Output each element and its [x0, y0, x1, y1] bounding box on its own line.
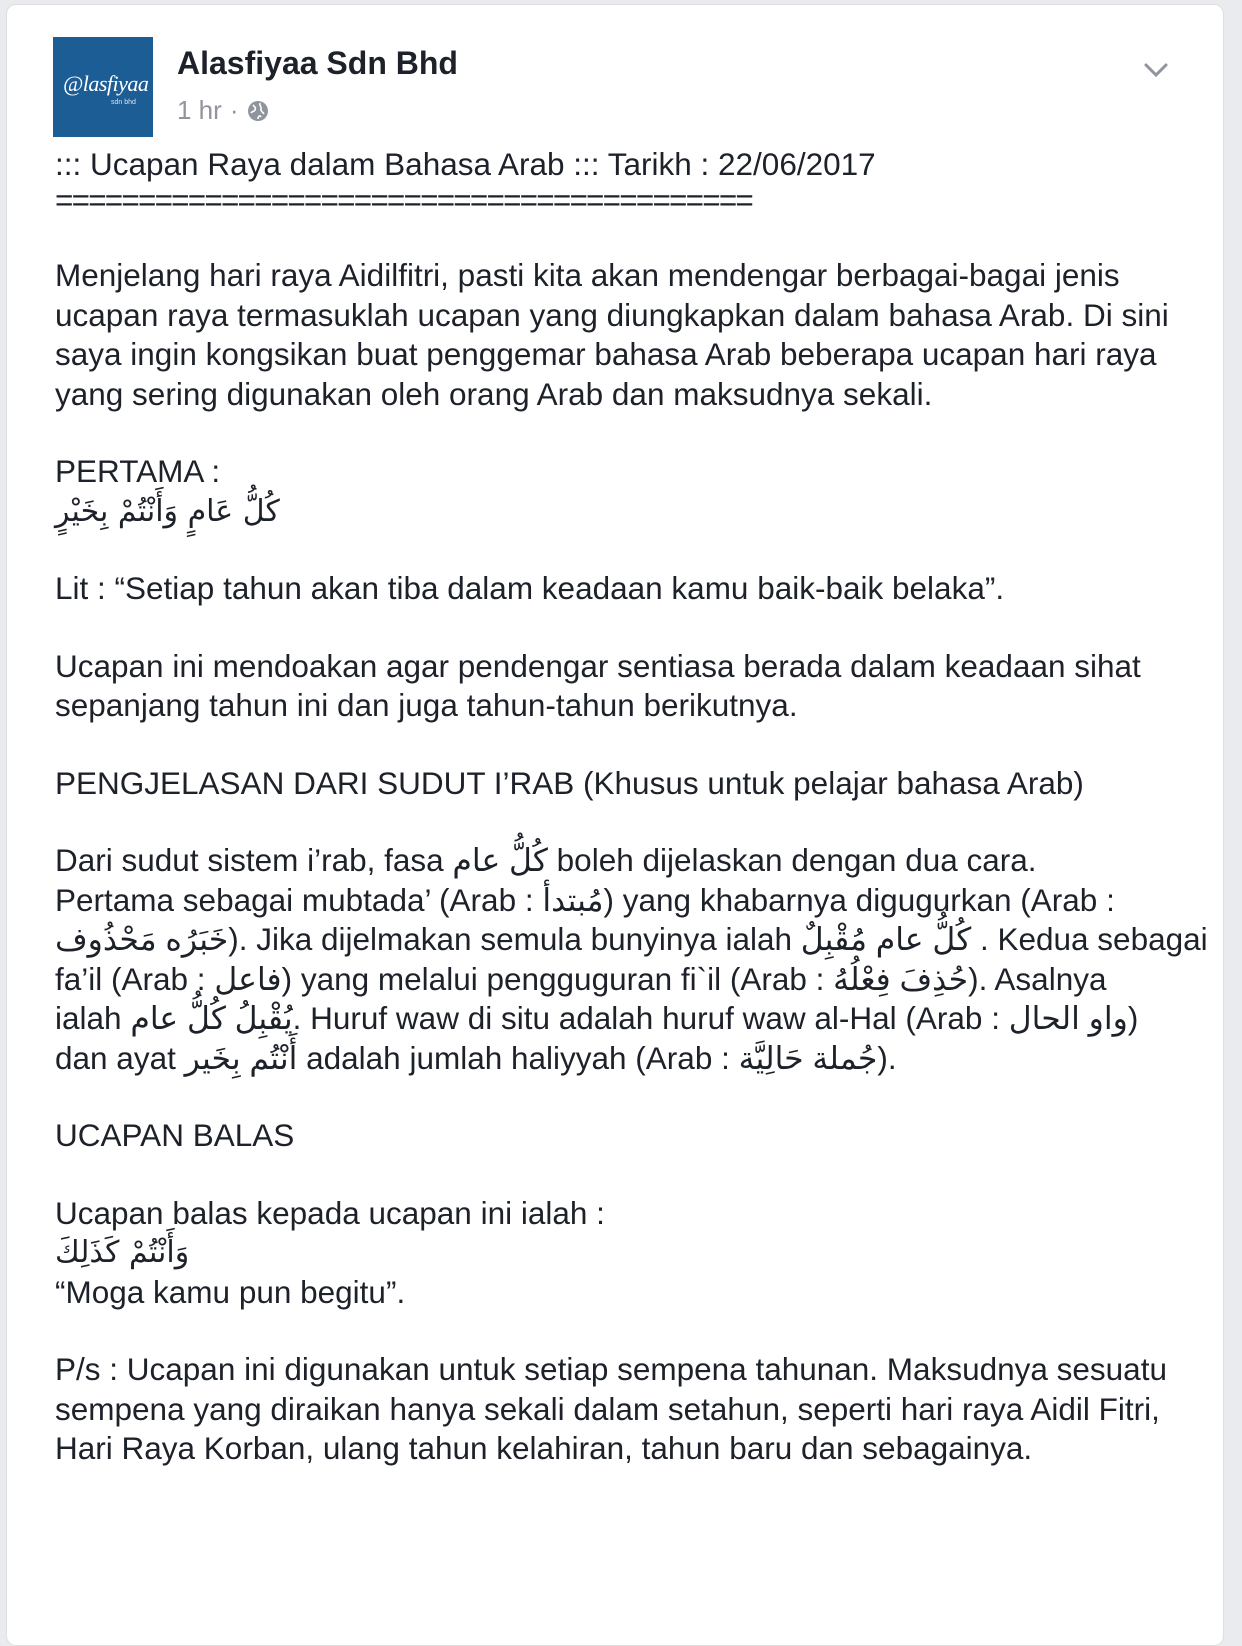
meta-separator: · [229, 95, 239, 125]
intro-paragraph: Menjelang hari raya Aidilfitri, pasti kita akan mendengar berbagai-bagai jenis ucapan raya termasuklah ucapan yang diungkapkan dalam bahasa Arab. Di sini saya ingin kongsikan buat penggemar bahasa Arab beberapa ucapan hari raya yang sering digunakan oleh orang Arab dan maksudnya sekali. [55, 257, 1178, 412]
post-meta [177, 95, 270, 126]
irab-heading: PENGJELASAN DARI SUDUT I’RAB (Khusus untuk pelajar bahasa Arab) [55, 764, 1084, 801]
pertama-label: PERTAMA : [55, 453, 221, 489]
irab-line: fa’il (Arab : فاعل) yang melalui pengguguran fi`il (Arab : حُذِفَ فِعْلُهُ). Asalnya [55, 960, 1107, 997]
balas-meaning: “Moga kamu pun begitu”. [55, 1273, 406, 1310]
irab-line: dan ayat أَنْتُم بِخَير adalah jumlah haliyyah (Arab : جُملة حَالِيَّة). [55, 1039, 897, 1076]
title-divider: ========================================== [55, 181, 753, 218]
post-card [6, 4, 1224, 1646]
balas-text: Ucapan balas kepada ucapan ini ialah : [55, 1194, 605, 1231]
logo-text: @lasfiyaa [63, 71, 149, 96]
irab-line: ialah يُقْبِلُ كُلُّ عام. Huruf waw di situ adalah huruf waw al-Hal (Arab : واو الحال) [55, 1000, 1139, 1036]
post-timestamp[interactable]: 1 hr [177, 95, 222, 125]
globe-icon [246, 99, 270, 123]
explanation-paragraph: Ucapan ini mendoakan agar pendengar sentiasa berada dalam keadaan sihat sepanjang tahun ini dan juga tahun-tahun berikutnya. [55, 647, 1150, 723]
post-options-button[interactable] [1139, 55, 1173, 85]
page-name-link[interactable]: Alasfiyaa Sdn Bhd [177, 45, 458, 81]
pertama-arabic: كُلُّ عَامٍ وَأَنْتُمْ بِخَيْرٍ [55, 493, 280, 529]
balas-arabic: وَأَنْتُمْ كَذَلِكَ [55, 1235, 190, 1270]
chevron-down-icon [1139, 55, 1173, 85]
post-header [53, 37, 1203, 141]
balas-heading: UCAPAN BALAS [55, 1117, 295, 1153]
irab-line: Pertama sebagai mubtada’ (Arab : مُبتدأ) yang khabarnya digugurkan (Arab : [55, 881, 1115, 918]
post-body [55, 145, 1215, 1469]
literal-translation: Lit : “Setiap tahun akan tiba dalam keadaan kamu baik-baik belaka”. [55, 570, 1005, 606]
irab-line: Dari sudut sistem i’rab, fasa كُلُّ عام boleh dijelaskan dengan dua cara. [55, 842, 1037, 878]
irab-line: خَبَرُه مَحْذُوف). Jika dijelmakan semula bunyinya ialah كُلُّ عام مُقْبِلٌ . Kedua sebagai [55, 921, 1208, 957]
ps-paragraph: P/s : Ucapan ini digunakan untuk setiap sempena tahunan. Maksudnya sesuatu sempena yang diraikan hanya sekali dalam setahun, seperti hari raya Aidil Fitri, Hari Raya Korban, ulang tahun kelahiran, tahun baru dan sebagainya. [55, 1351, 1176, 1466]
logo-subtext: sdn bhd [111, 99, 136, 106]
page-avatar[interactable] [53, 37, 153, 137]
post-title: ::: Ucapan Raya dalam Bahasa Arab ::: Tarikh : 22/06/2017 [55, 146, 876, 182]
